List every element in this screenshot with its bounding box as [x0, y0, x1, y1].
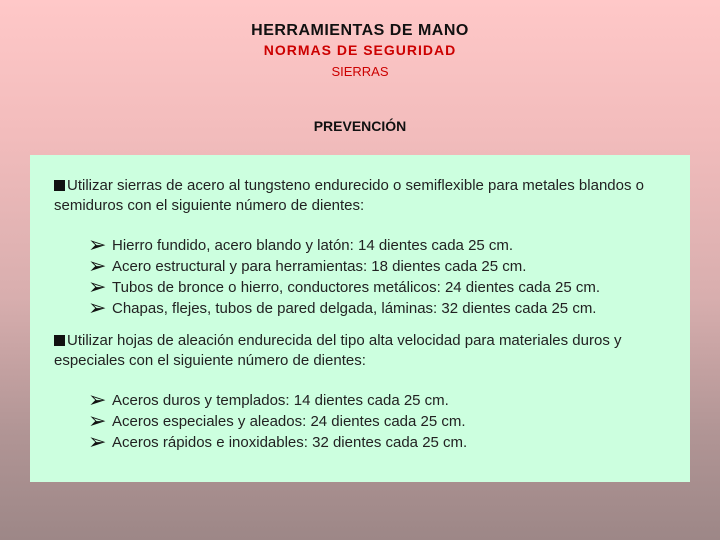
- arrow-right-icon: ➢: [88, 429, 107, 454]
- content-panel: [30, 155, 690, 482]
- square-checkbox-icon: [54, 180, 65, 191]
- list-item: ➢ Tubos de bronce o hierro, conductores metálicos: 24 dientes cada 25 cm.: [88, 274, 601, 299]
- arrow-right-icon: ➢: [88, 408, 107, 433]
- section-label: SIERRAS: [331, 64, 389, 79]
- block-1-text: Utilizar sierras de acero al tungsteno endurecido o semiflexible para metales blandos o semiduros con el siguiente número de dientes:: [54, 177, 644, 214]
- page-title: HERRAMIENTAS DE MANO: [251, 22, 469, 39]
- arrow-right-icon: ➢: [88, 295, 107, 320]
- list-item: ➢ Hierro fundido, acero blando y latón: 14 dientes cada 25 cm.: [88, 232, 514, 257]
- list-item: ➢ Acero estructural y para herramientas: 18 dientes cada 25 cm.: [88, 253, 527, 278]
- arrow-right-icon: ➢: [88, 232, 107, 257]
- page-subtitle: NORMAS DE SEGURIDAD: [263, 42, 457, 58]
- block-2-list: [88, 387, 672, 454]
- list-item: ➢ Aceros rápidos e inoxidables: 32 dientes cada 25 cm.: [88, 429, 468, 454]
- list-item: ➢ Chapas, flejes, tubos de pared delgada, láminas: 32 dientes cada 25 cm.: [88, 295, 597, 320]
- block-1: [54, 176, 672, 216]
- block-1-list: [88, 232, 672, 320]
- block-2-text: Utilizar hojas de aleación endurecida del tipo alta velocidad para materiales duros y especiales con el siguiente número de dientes:: [54, 332, 622, 369]
- list-item: ➢ Aceros duros y templados: 14 dientes cada 25 cm.: [88, 387, 449, 412]
- block-2: [54, 331, 672, 371]
- list-item: ➢ Aceros especiales y aleados: 24 dientes cada 25 cm.: [88, 408, 466, 433]
- square-checkbox-icon: [54, 335, 65, 346]
- arrow-right-icon: ➢: [88, 274, 107, 299]
- prevention-heading: PREVENCIÓN: [313, 118, 407, 134]
- arrow-right-icon: ➢: [88, 253, 107, 278]
- arrow-right-icon: ➢: [88, 387, 107, 412]
